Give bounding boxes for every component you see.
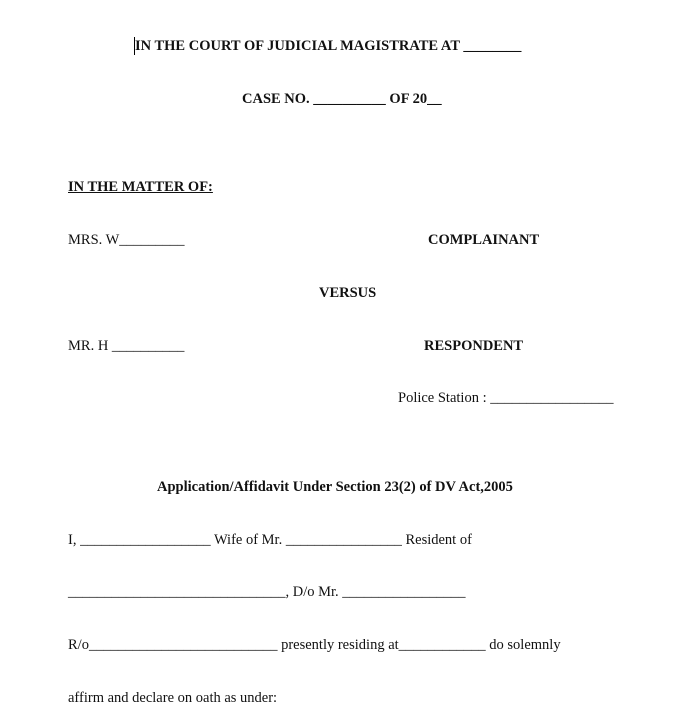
respondent-name: MR. H __________ — [68, 338, 185, 354]
complainant-role: COMPLAINANT — [428, 232, 540, 248]
case-number: CASE NO. __________ OF 20__ — [242, 91, 442, 107]
body-line-3: R/o__________________________ presently residing at____________ do solemnly — [68, 637, 561, 653]
versus-label: VERSUS — [319, 285, 377, 301]
complainant-name: MRS. W_________ — [68, 232, 185, 248]
body-line-4: affirm and declare on oath as under: — [68, 690, 278, 706]
court-title: IN THE COURT OF JUDICIAL MAGISTRATE AT ________ — [135, 38, 522, 54]
respondent-role: RESPONDENT — [424, 338, 524, 354]
police-station: Police Station : _________________ — [398, 390, 614, 406]
application-title: Application/Affidavit Under Section 23(2) of DV Act,2005 — [157, 479, 513, 495]
matter-heading: IN THE MATTER OF: — [68, 179, 213, 195]
body-line-2: ______________________________, D/o Mr. _________________ — [68, 584, 466, 600]
body-line-1: I, __________________ Wife of Mr. ________________ Resident of — [68, 532, 472, 548]
